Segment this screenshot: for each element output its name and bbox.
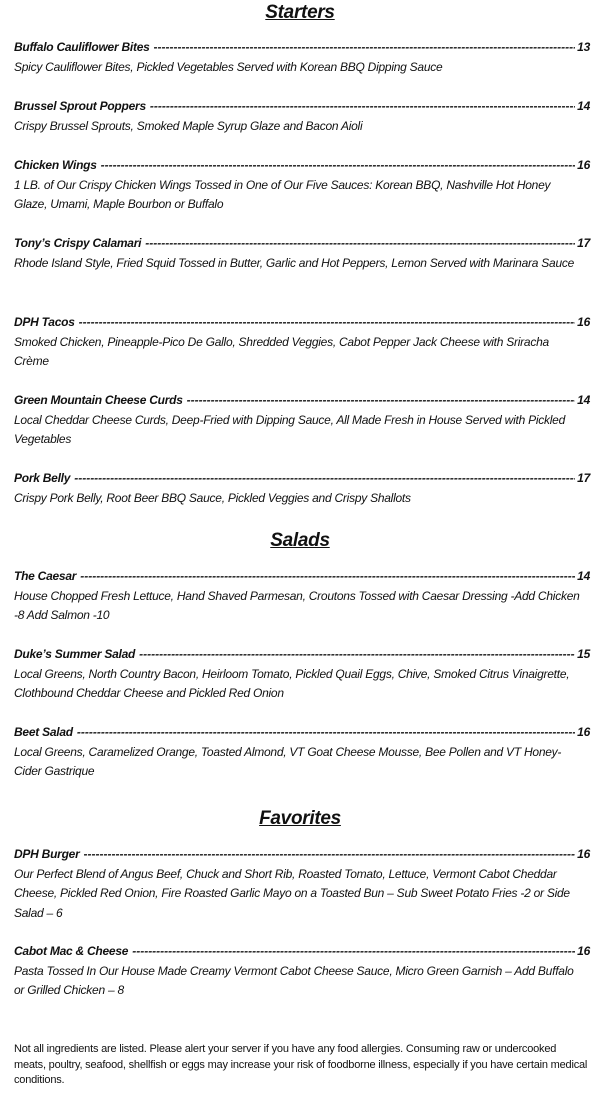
menu-item-description: Our Perfect Blend of Angus Beef, Chuck and Short Rib, Roasted Tomato, Lettuce, Vermont Cabot Cheddar Cheese, Pickled Red Onion, Fire Roasted Garlic Mayo on a Toasted Bun – Sub Sweet Potato Fries -2 or Side Salad – 6 <box>14 866 570 920</box>
menu-item <box>14 234 590 273</box>
dot-leader <box>79 313 575 333</box>
menu-item-header <box>14 567 590 587</box>
menu-item <box>14 97 590 136</box>
menu-item-price: 16 <box>577 847 590 861</box>
menu-item-header <box>14 391 590 411</box>
menu-item <box>14 845 590 923</box>
menu-item <box>14 469 590 508</box>
dot-leader <box>84 845 576 865</box>
menu-item <box>14 391 590 450</box>
menu-item-name: Cabot Mac & Cheese <box>14 944 129 958</box>
menu-item-price: 14 <box>577 99 590 113</box>
menu-item-header <box>14 313 590 333</box>
menu-item-name: Tony’s Crispy Calamari <box>14 236 142 250</box>
menu-item-description: Local Greens, North Country Bacon, Heirloom Tomato, Pickled Quail Eggs, Chive, Smoked Citrus Vinaigrette, Clothbound Cheddar Cheese and Pickled Red Onion <box>14 666 570 700</box>
menu-item-description: Rhode Island Style, Fried Squid Tossed in Butter, Garlic and Hot Peppers, Lemon Served with Marinara Sauce <box>14 255 575 270</box>
dot-leader <box>139 645 575 665</box>
dot-leader <box>145 234 575 254</box>
dot-leader <box>74 469 575 489</box>
menu-item-name: Green Mountain Cheese Curds <box>14 393 183 407</box>
menu-item-price: 14 <box>577 393 590 407</box>
menu-item <box>14 156 590 215</box>
menu-item <box>14 567 590 626</box>
menu-item-header <box>14 38 590 58</box>
menu-item-name: Beet Salad <box>14 725 73 739</box>
menu-item-price: 17 <box>577 471 590 485</box>
section-title-favorites: Favorites <box>259 808 341 829</box>
menu-item-price: 17 <box>577 236 590 250</box>
section-title-starters: Starters <box>265 2 335 23</box>
menu-item-name: Buffalo Cauliflower Bites <box>14 40 150 54</box>
menu-item-name: The Caesar <box>14 569 77 583</box>
menu-item-description: House Chopped Fresh Lettuce, Hand Shaved Parmesan, Croutons Tossed with Caesar Dressing -Add Chicken -8 Add Salmon -10 <box>14 588 580 622</box>
dot-leader <box>150 97 575 117</box>
menu-item-price: 14 <box>577 569 590 583</box>
allergy-disclaimer: Not all ingredients are listed. Please alert your server if you have any food allergies. Consuming raw or undercooked meats, poultry, seafood, shellfish or eggs may increase your risk of foodborne illness, especially if you have certain medical conditions. <box>14 1043 588 1086</box>
menu-item <box>14 38 590 77</box>
menu-item-header <box>14 156 590 176</box>
menu-item-header <box>14 645 590 665</box>
menu-item <box>14 313 590 372</box>
menu-item-name: DPH Burger <box>14 847 80 861</box>
menu-item <box>14 645 590 704</box>
menu-item-description: Pasta Tossed In Our House Made Creamy Vermont Cabot Cheese Sauce, Micro Green Garnish – Add Buffalo or Grilled Chicken – 8 <box>14 963 574 997</box>
menu-item-price: 16 <box>577 315 590 329</box>
menu-item-description: 1 LB. of Our Crispy Chicken Wings Tossed in One of Our Five Sauces: Korean BBQ, Nashville Hot Honey Glaze, Umami, Maple Bourbon or Buffalo <box>14 177 551 211</box>
menu-item <box>14 942 590 1001</box>
dot-leader <box>132 942 575 962</box>
menu-item-name: DPH Tacos <box>14 315 75 329</box>
section-title-salads: Salads <box>270 530 330 551</box>
menu-item-price: 13 <box>577 40 590 54</box>
menu-item-description: Crispy Brussel Sprouts, Smoked Maple Syrup Glaze and Bacon Aioli <box>14 118 363 133</box>
menu-item-description: Local Greens, Caramelized Orange, Toasted Almond, VT Goat Cheese Mousse, Bee Pollen and VT Honey-Cider Gastrique <box>14 744 562 778</box>
menu-item-header <box>14 845 590 865</box>
menu-item-header <box>14 723 590 743</box>
menu-item-description: Crispy Pork Belly, Root Beer BBQ Sauce, Pickled Veggies and Crispy Shallots <box>14 490 411 505</box>
menu-item-description: Local Cheddar Cheese Curds, Deep-Fried with Dipping Sauce, All Made Fresh in House Served with Pickled Vegetables <box>14 412 566 446</box>
menu-item-description: Spicy Cauliflower Bites, Pickled Vegetables Served with Korean BBQ Dipping Sauce <box>14 59 443 74</box>
menu-item-header <box>14 97 590 117</box>
menu-item <box>14 723 590 782</box>
menu-item-header <box>14 234 590 254</box>
menu-item-description: Smoked Chicken, Pineapple-Pico De Gallo, Shredded Veggies, Cabot Pepper Jack Cheese with Sriracha Crème <box>14 334 549 368</box>
dot-leader <box>187 391 576 411</box>
menu-item-name: Brussel Sprout Poppers <box>14 99 146 113</box>
menu-item-price: 15 <box>577 647 590 661</box>
menu-item-price: 16 <box>577 725 590 739</box>
menu-item-price: 16 <box>577 158 590 172</box>
menu-item-name: Chicken Wings <box>14 158 97 172</box>
menu-item-price: 16 <box>577 944 590 958</box>
dot-leader <box>80 567 575 587</box>
menu-item-name: Duke’s Summer Salad <box>14 647 136 661</box>
menu-item-header <box>14 942 590 962</box>
dot-leader <box>101 156 575 176</box>
menu-item-name: Pork Belly <box>14 471 71 485</box>
menu-item-header <box>14 469 590 489</box>
dot-leader <box>77 723 575 743</box>
dot-leader <box>154 38 576 58</box>
